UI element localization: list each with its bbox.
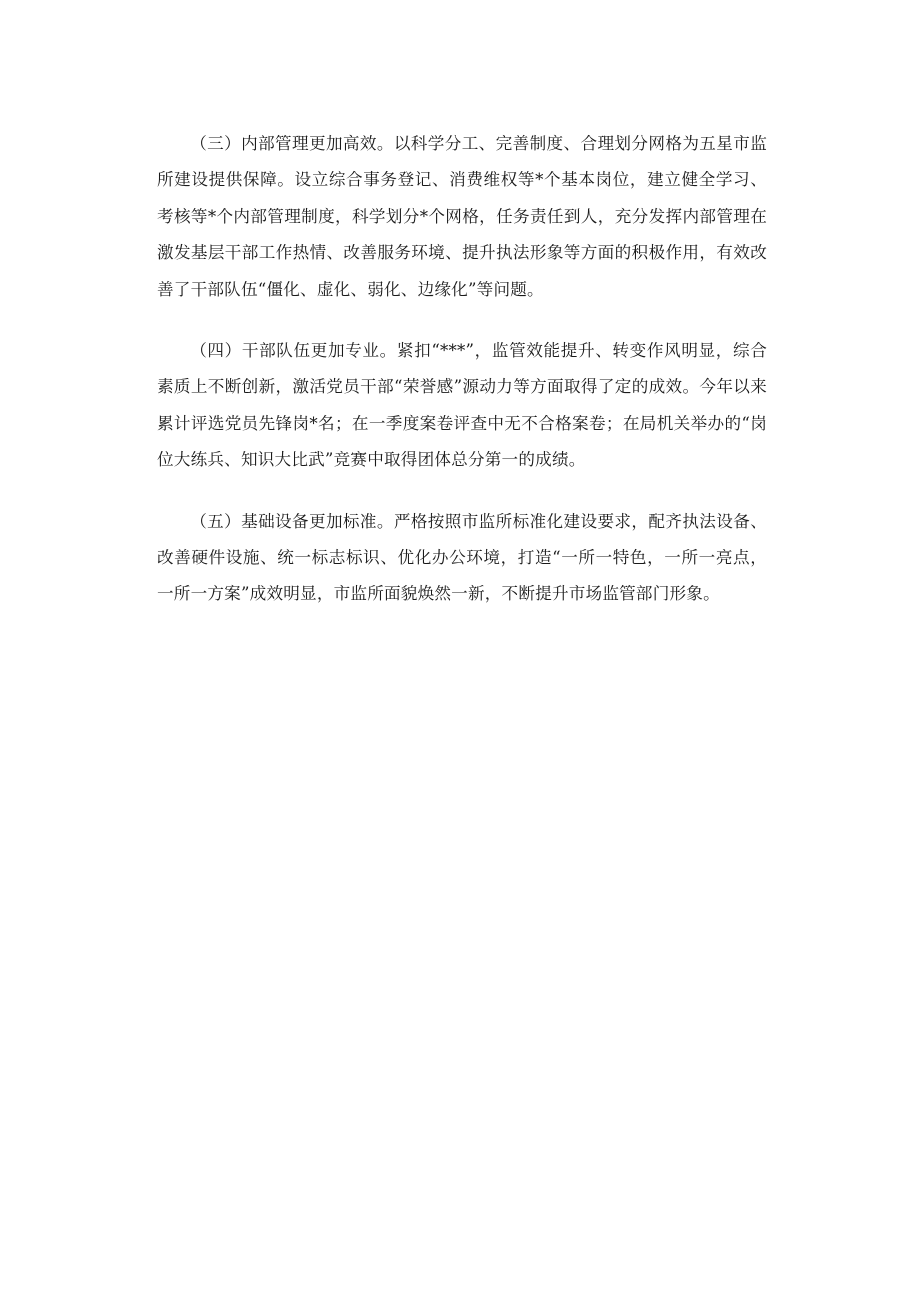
paragraph-heading: （三）内部管理更加高效。 [190, 134, 394, 153]
paragraph-heading: （四）干部队伍更加专业。 [190, 341, 397, 361]
document-body [157, 126, 767, 638]
paragraph-infrastructure [157, 504, 767, 613]
paragraph-cadre-team [157, 333, 767, 479]
paragraph-internal-management [157, 126, 767, 308]
paragraph-text: 严格按照市监所标准化建设要求，配齐执法设备、改善硬件设施、统一标志标识、优化办公环境，打造“一所一特色，一所一亮点，一所一方案”成效明显，市监所面貌焕然一新，不断提升市场监管部门形象。 [157, 511, 767, 604]
paragraph-text: 紧扣“***”，监管效能提升、转变作风明显，综合素质上不断创新，激活党员干部“荣誉感”源动力等方面取得了定的成效。今年以来累计评选党员先锋岗*名；在一季度案卷评查中无不合格案卷；在局机关举办的“岗位大练兵、知识大比武”竞赛中取得团体总分第一的成绩。 [157, 341, 768, 470]
paragraph-heading: （五）基础设备更加标准。 [190, 511, 394, 531]
paragraph-text: 以科学分工、完善制度、合理划分网格为五星市监所建设提供保障。设立综合事务登记、消费维权等*个基本岗位，建立健全学习、考核等*个内部管理制度，科学划分*个网格，任务责任到人，充分发挥内部管理在激发基层干部工作热情、改善服务环境、提升执法形象等方面的积极作用，有效改善了干部队伍“僵化、虚化、弱化、边缘化”等问题。 [157, 134, 767, 299]
